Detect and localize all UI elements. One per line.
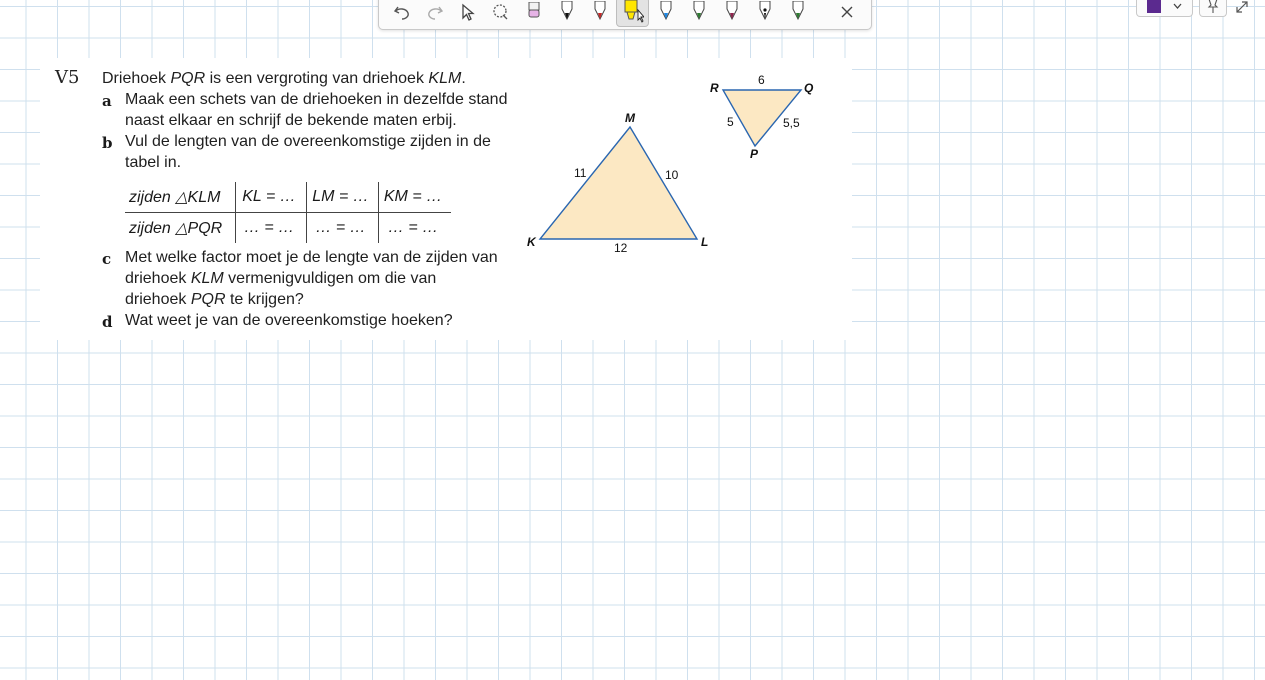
blue-pen-icon: [660, 1, 672, 23]
purple-pen-icon: [726, 1, 738, 23]
green-marker-button[interactable]: [781, 0, 814, 27]
table-cell: LM = …: [307, 182, 379, 213]
yellow-highlighter-icon: [622, 0, 644, 24]
question-a-label: a: [102, 92, 112, 110]
side-km-label: 11: [574, 166, 587, 180]
select-button[interactable]: [451, 0, 484, 27]
question-a-line1: Maak een schets van de driehoeken in dezelfde stand: [125, 91, 508, 108]
table-cell: zijden △KLM: [125, 182, 236, 213]
question-c-line1: Met welke factor moet je de lengte van de zijden van: [125, 249, 498, 266]
vertex-r-label: R: [710, 81, 719, 95]
question-d-label: d: [102, 313, 113, 331]
question-b-line2: tabel in.: [125, 154, 182, 171]
table-cell: KL = …: [236, 182, 307, 213]
vertex-k-label: K: [527, 235, 536, 249]
redo-button[interactable]: [418, 0, 451, 27]
intro-text: Driehoek PQR is een vergroting van driehoek KLM.: [102, 70, 466, 87]
side-rp-label: 5: [727, 115, 734, 129]
top-right-controls: [1136, 0, 1251, 17]
color-picker[interactable]: [1136, 0, 1193, 17]
table-cell: … = …: [379, 213, 452, 244]
question-b-label: b: [102, 134, 113, 152]
select-icon: [460, 3, 476, 21]
triangles-figure: [520, 70, 830, 265]
table-cell: … = …: [236, 213, 307, 244]
side-qp-label: 5,5: [783, 116, 800, 130]
question-b-line1: Vul de lengten van de overeenkomstige zijden in de: [125, 133, 491, 150]
color-swatch: [1147, 0, 1161, 13]
black-pen-button[interactable]: [550, 0, 583, 27]
black-pen-icon: [561, 1, 573, 23]
expand-button[interactable]: [1233, 0, 1251, 16]
green-marker-icon: [792, 1, 804, 23]
question-c-line3: driehoek PQR te krijgen?: [125, 291, 304, 308]
close-icon: [841, 6, 853, 18]
sides-table: [125, 182, 451, 243]
table-row: [125, 213, 451, 244]
black-marker-button[interactable]: [748, 0, 781, 27]
vertex-p-label: P: [750, 147, 759, 161]
vertex-q-label: Q: [804, 81, 814, 95]
table-row: [125, 182, 451, 213]
close-toolbar-button[interactable]: [830, 0, 863, 27]
undo-icon: [393, 3, 411, 21]
black-marker-icon: [759, 1, 771, 23]
redo-icon: [426, 3, 444, 21]
ink-toolbar: [378, 0, 872, 30]
lasso-button[interactable]: [484, 0, 517, 27]
side-lm-label: 10: [665, 168, 679, 182]
blue-pen-button[interactable]: [649, 0, 682, 27]
purple-pen-button[interactable]: [715, 0, 748, 27]
table-cell: KM = …: [379, 182, 452, 213]
question-c-label: c: [102, 250, 112, 268]
question-a-line2: naast elkaar en schrijf de bekende maten erbij.: [125, 112, 457, 129]
side-rq-label: 6: [758, 73, 765, 87]
red-pen-icon: [594, 1, 606, 23]
question-c-line2: driehoek KLM vermenigvuldigen om die van: [125, 270, 437, 287]
chevron-down-icon: [1173, 3, 1182, 9]
yellow-highlighter-button[interactable]: [616, 0, 649, 27]
vertex-l-label: L: [701, 235, 709, 249]
green-pen-icon: [693, 1, 705, 23]
pin-icon: [1207, 0, 1219, 14]
exercise-number: V5: [55, 67, 80, 88]
pin-button[interactable]: [1199, 0, 1227, 17]
vertex-m-label: M: [625, 111, 635, 125]
eraser-icon: [527, 2, 541, 22]
eraser-button[interactable]: [517, 0, 550, 27]
triangle-klm: [540, 127, 697, 239]
expand-icon: [1235, 0, 1249, 14]
side-kl-label: 12: [614, 241, 628, 255]
table-cell: zijden △PQR: [129, 220, 223, 237]
question-d-line1: Wat weet je van de overeenkomstige hoeken?: [125, 312, 453, 329]
table-cell: … = …: [307, 213, 379, 244]
lasso-icon: [492, 3, 510, 21]
red-pen-button[interactable]: [583, 0, 616, 27]
undo-button[interactable]: [385, 0, 418, 27]
green-pen-button[interactable]: [682, 0, 715, 27]
